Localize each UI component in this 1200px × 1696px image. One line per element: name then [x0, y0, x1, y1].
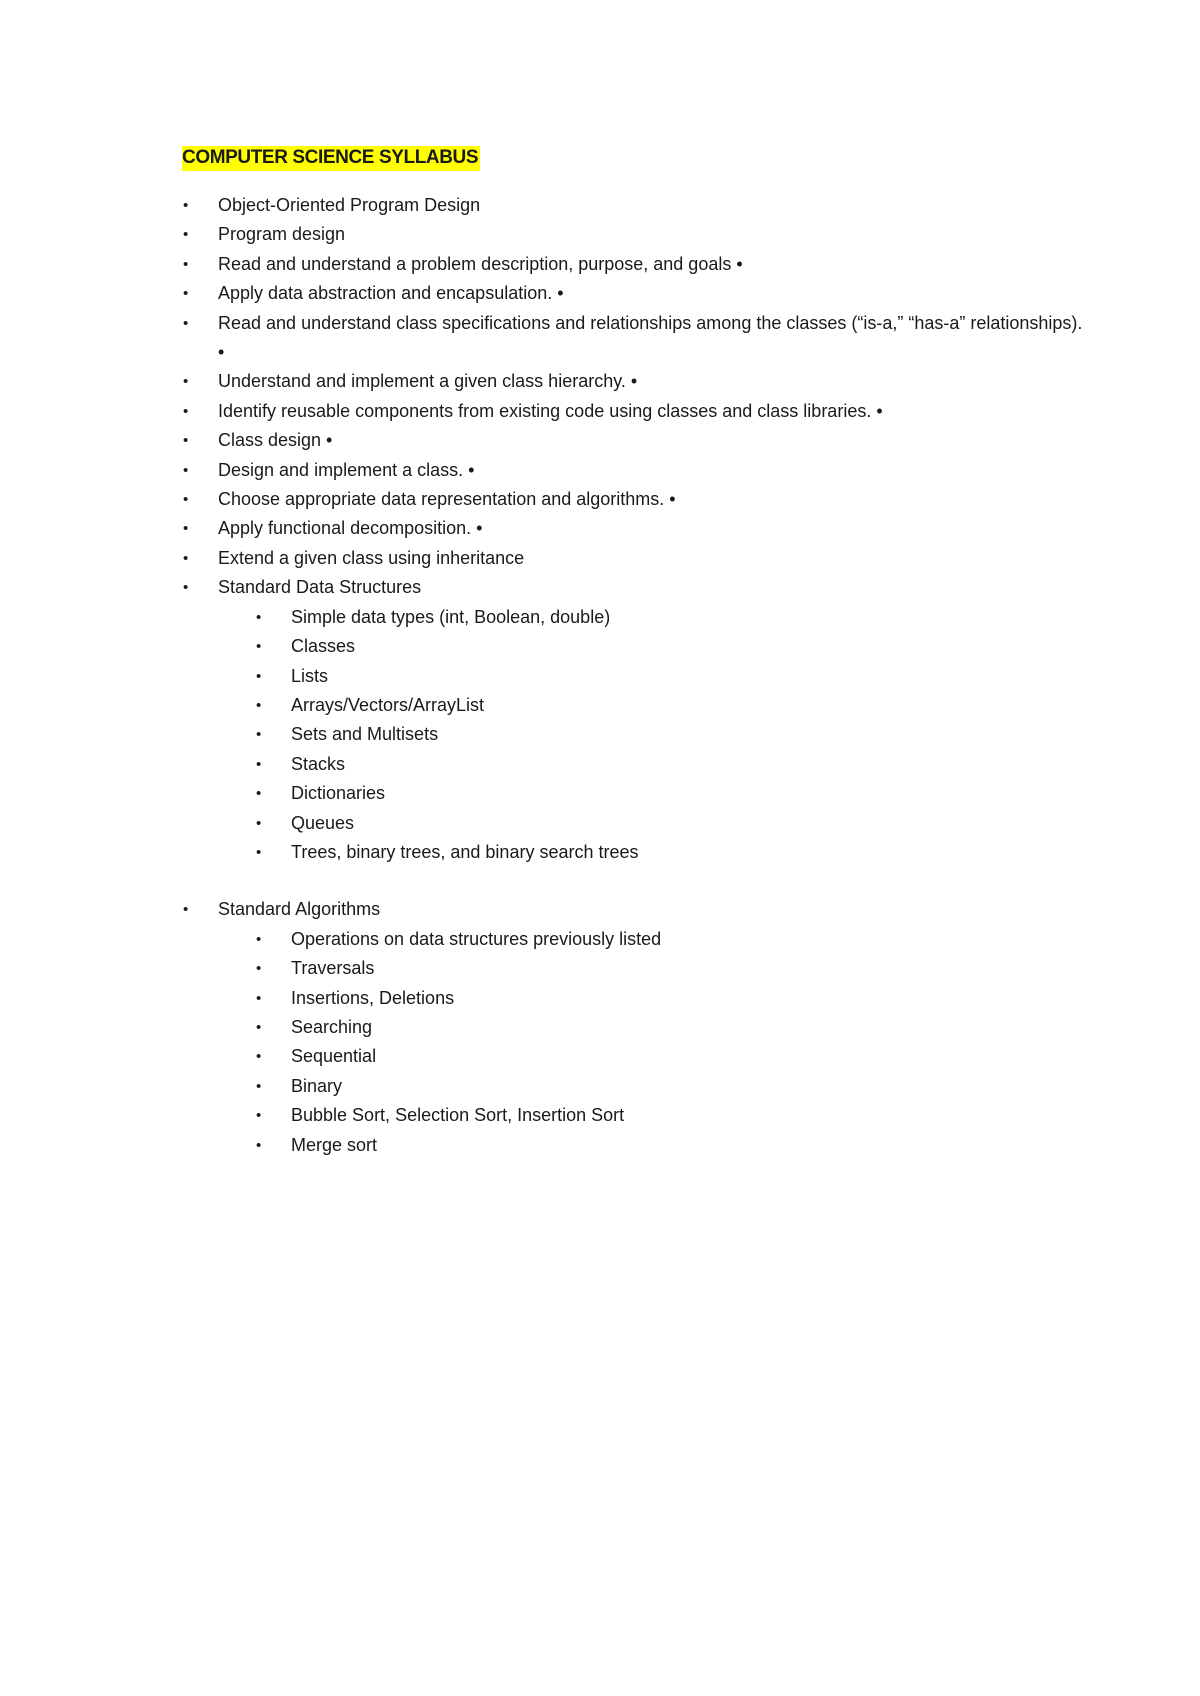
list-item-text: Standard Data Structures: [218, 577, 422, 598]
bullet-icon: •: [183, 461, 189, 479]
list-item-text: Binary: [291, 1075, 343, 1096]
bullet-icon: •: [183, 901, 189, 919]
bullet-icon: •: [256, 667, 262, 685]
sub-list-item: [0, 984, 1200, 1013]
list-item: [0, 456, 1200, 485]
bullet-icon: •: [256, 1136, 262, 1154]
bullet-icon: •: [183, 579, 189, 597]
list-item-text: Object-Oriented Program Design: [218, 195, 481, 215]
bullet-icon: •: [183, 285, 189, 303]
list-spacer: [0, 867, 1200, 895]
list-item: [0, 397, 1200, 426]
list-item-text: Classes: [291, 636, 356, 657]
bullet-icon: •: [256, 1018, 262, 1036]
sub-list-item: [0, 954, 1200, 983]
list-item-text: Arrays/Vectors/ArrayList: [291, 694, 485, 715]
sub-list-item: [0, 838, 1200, 867]
bullet-icon: •: [183, 402, 189, 420]
sub-list-item: [0, 691, 1200, 720]
list-item: [0, 426, 1200, 455]
bullet-icon: •: [256, 843, 262, 861]
list-item-text: Understand and implement a given class hierarchy. •: [218, 371, 638, 392]
list-item-text: Class design •: [218, 430, 333, 451]
bullet-icon: •: [256, 960, 262, 978]
list-item-text: Apply functional decomposition. •: [218, 518, 483, 539]
list-item-text: Traversals: [291, 958, 375, 979]
list-item: [0, 573, 1200, 602]
list-item: [0, 220, 1200, 249]
list-item-text: Queues: [291, 812, 355, 833]
list-item-text: Extend a given class using inheritance: [218, 547, 525, 568]
document-title: COMPUTER SCIENCE SYLLABUS: [182, 146, 480, 171]
sub-list-item: [0, 750, 1200, 779]
list-item-text: Trees, binary trees, and binary search trees: [291, 841, 639, 862]
list-item-text: Searching: [291, 1016, 373, 1037]
bullet-icon: •: [256, 608, 262, 626]
sub-list-item: [0, 1101, 1200, 1130]
list-item-text: Simple data types (int, Boolean, double): [291, 606, 611, 627]
list-item-text: Choose appropriate data representation and algorithms. •: [218, 489, 676, 510]
sub-list-item: [0, 1131, 1200, 1160]
sub-list-item: [0, 1072, 1200, 1101]
list-item-text: Insertions, Deletions: [291, 987, 455, 1008]
bullet-icon: •: [256, 696, 262, 714]
bullet-icon: •: [183, 549, 189, 567]
list-item-text: Identify reusable components from existing code using classes and class libraries. •: [218, 400, 883, 421]
sub-list-item: [0, 662, 1200, 691]
list-item-text: Design and implement a class. •: [218, 459, 475, 480]
bullet-icon: •: [183, 373, 189, 391]
list-item-text: Program design: [218, 224, 346, 245]
list-item: [0, 895, 1200, 924]
bullet-icon: •: [256, 726, 262, 744]
list-item: [0, 514, 1200, 543]
sub-list-item: [0, 809, 1200, 838]
sub-list-item: [0, 632, 1200, 661]
sub-list-item: [0, 779, 1200, 808]
list-item: [0, 544, 1200, 573]
list-item-text: Operations on data structures previously listed: [291, 928, 662, 949]
bullet-icon: •: [256, 638, 262, 656]
bullet-icon: •: [183, 197, 189, 214]
list-item: [0, 191, 1200, 220]
bullet-icon: •: [256, 930, 262, 948]
list-item: [0, 367, 1200, 396]
list-item-text: Lists: [291, 665, 329, 686]
list-item: [0, 279, 1200, 308]
bullet-icon: •: [183, 491, 189, 509]
list-item-text: Apply data abstraction and encapsulation. •: [218, 283, 564, 304]
sub-list-item: [0, 720, 1200, 749]
list-item-text: Stacks: [291, 753, 346, 774]
list-item-text: Sets and Multisets: [291, 724, 439, 745]
bullet-icon: •: [256, 755, 262, 773]
list-item-text: Merge sort: [291, 1134, 378, 1155]
list-item-text: Sequential: [291, 1046, 377, 1067]
sub-list-item: [0, 603, 1200, 632]
list-item: [0, 485, 1200, 514]
list-item: [0, 309, 1200, 368]
bullet-icon: •: [256, 1048, 262, 1066]
list-item-text: Read and understand class specifications and relationships among the classes (“is-a,” “has-a” relationships). •: [218, 312, 1083, 363]
bullet-icon: •: [256, 989, 262, 1007]
list-item: [0, 250, 1200, 279]
syllabus-list: [0, 191, 1200, 1160]
bullet-icon: •: [256, 1107, 262, 1125]
list-item-text: Dictionaries: [291, 783, 386, 804]
bullet-icon: •: [256, 1077, 262, 1095]
list-item-text: Read and understand a problem description, purpose, and goals •: [218, 253, 743, 274]
bullet-icon: •: [256, 814, 262, 832]
bullet-icon: •: [183, 255, 189, 273]
sub-list-item: [0, 1013, 1200, 1042]
bullet-icon: •: [183, 432, 189, 450]
bullet-icon: •: [183, 314, 189, 332]
list-item-text: Standard Algorithms: [218, 899, 381, 920]
bullet-icon: •: [183, 226, 189, 244]
sub-list-item: [0, 925, 1200, 954]
sub-list-item: [0, 1042, 1200, 1071]
list-item-text: Bubble Sort, Selection Sort, Insertion Sort: [291, 1105, 625, 1126]
bullet-icon: •: [256, 785, 262, 803]
bullet-icon: •: [183, 520, 189, 538]
